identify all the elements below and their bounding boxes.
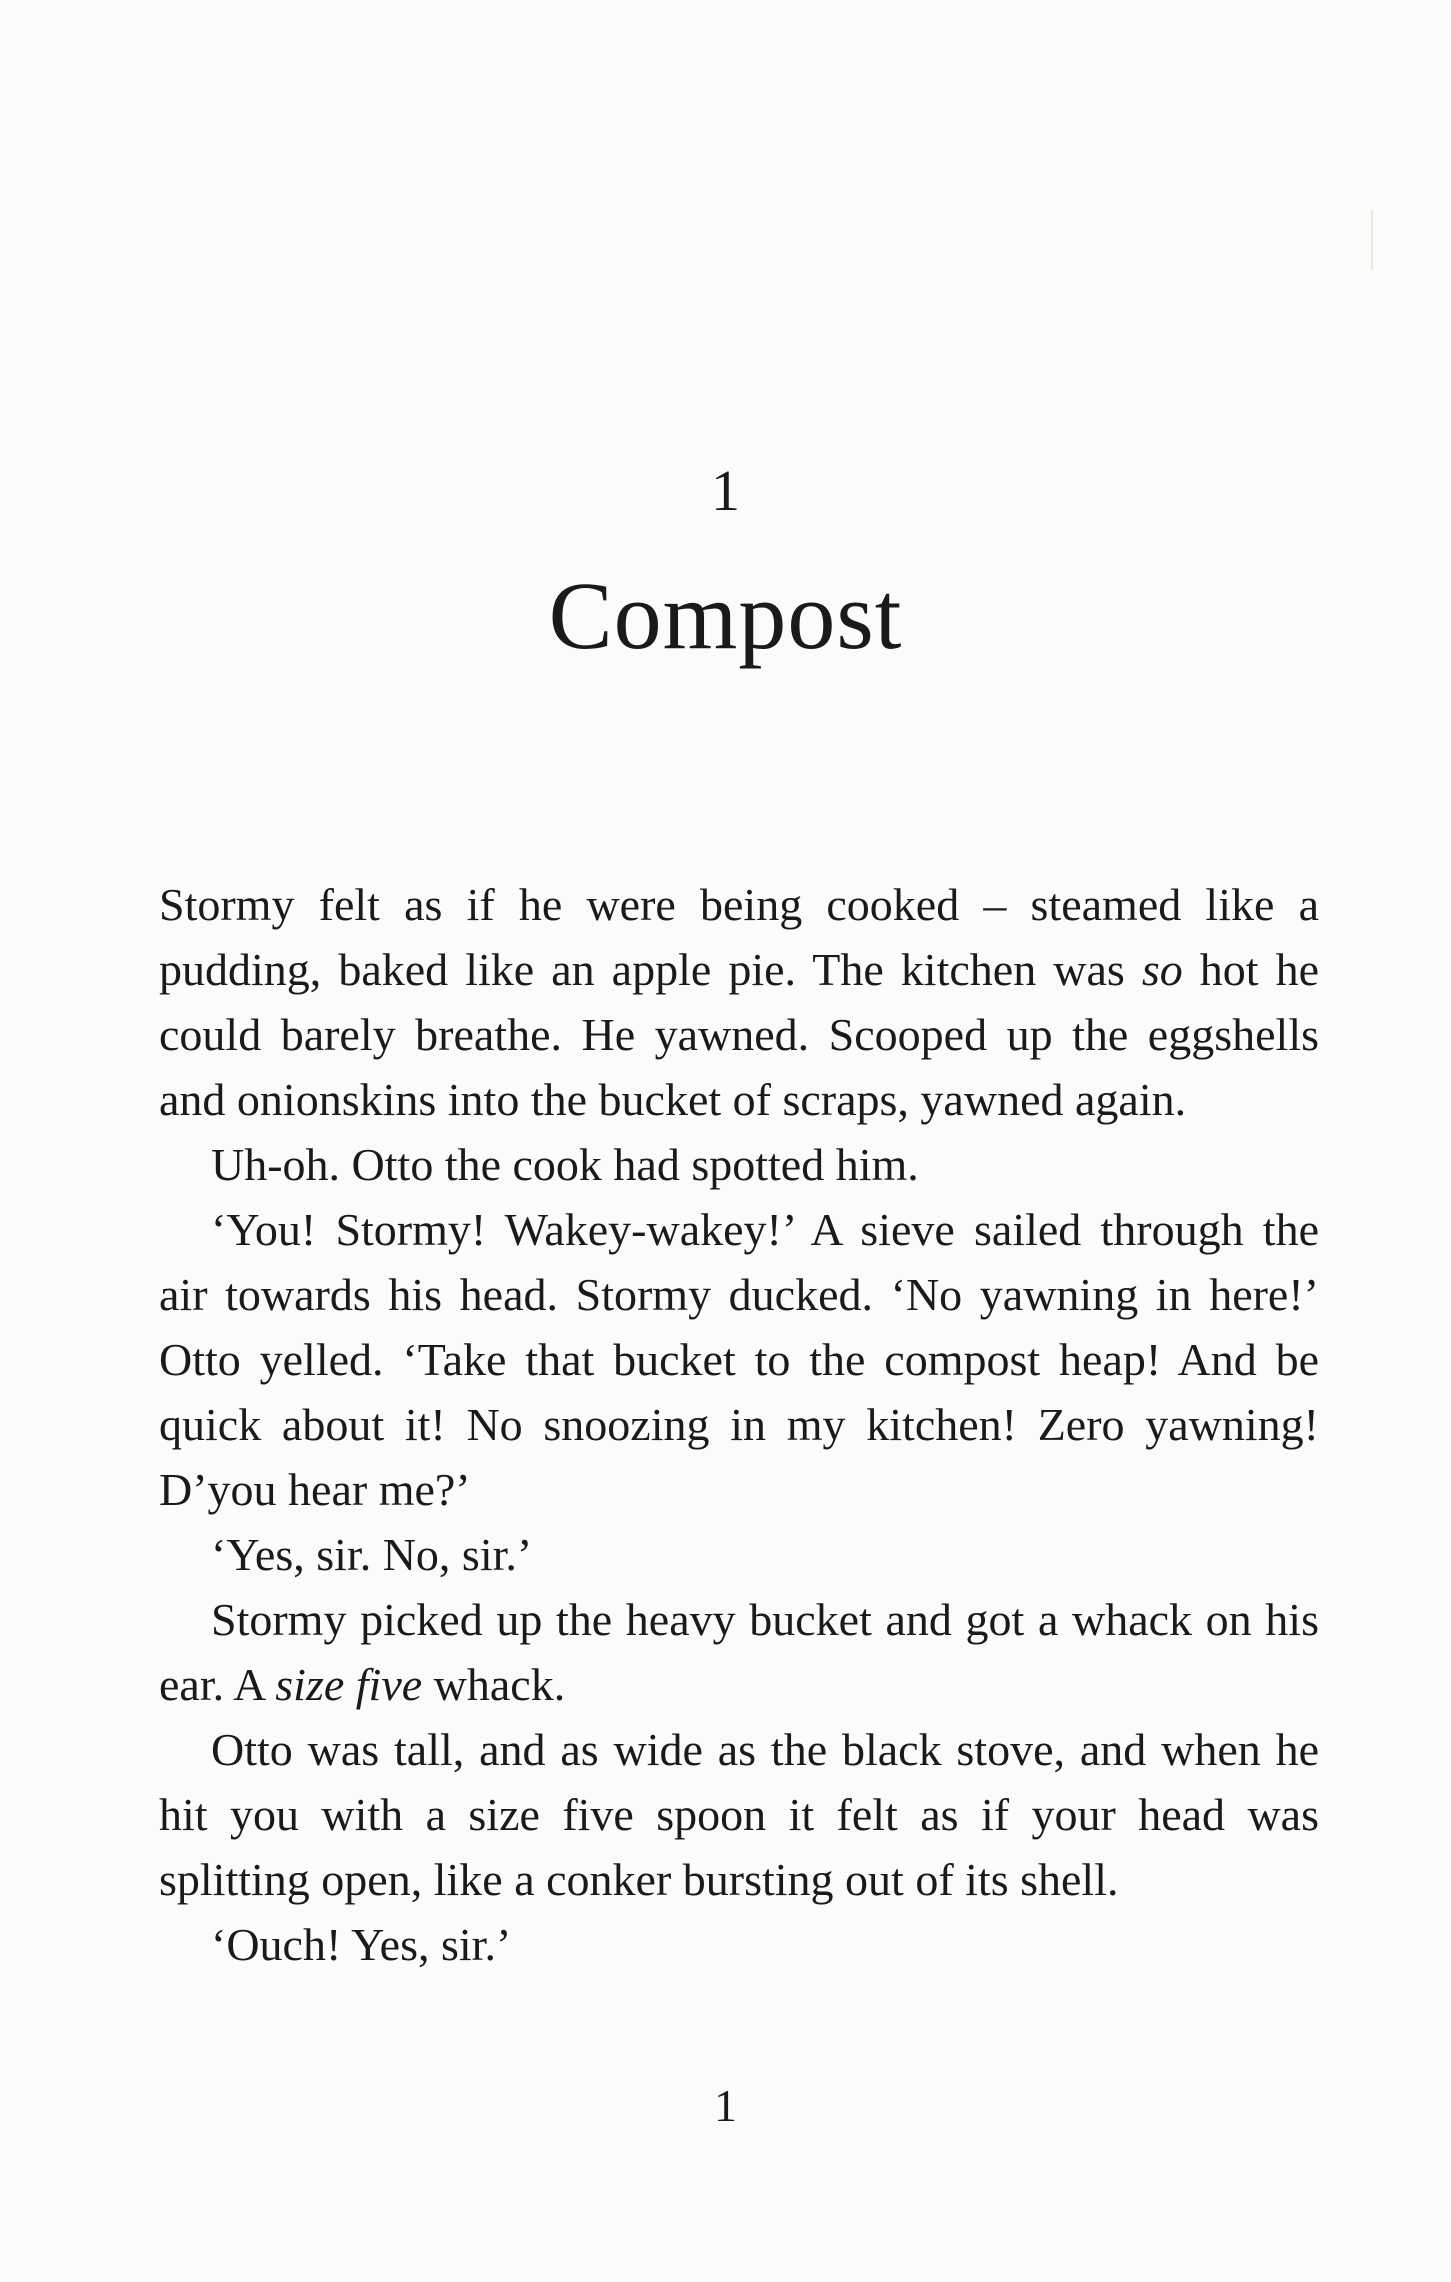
chapter-title: Compost — [548, 562, 903, 669]
chapter-body — [159, 872, 1319, 1977]
text-run: hot he could barely breathe. He yawned. Scooped up the eggshells and onionskins into the bucket of scraps, yawned again. — [159, 944, 1319, 1125]
paragraph — [159, 872, 1319, 1132]
paragraph — [159, 1587, 1319, 1717]
chapter-number: 1 — [711, 458, 740, 523]
text-run: ‘Yes, sir. No, sir.’ — [211, 1529, 533, 1580]
text-run: Uh-oh. Otto the cook had spotted him. — [211, 1139, 919, 1190]
text-run: Stormy felt as if he were being cooked – steamed like a pudding, baked like an apple pie. The kitchen was — [159, 879, 1319, 995]
text-run: Stormy picked up the heavy bucket and got a whack on his ear. A — [159, 1594, 1319, 1710]
italic-text: size five — [275, 1659, 423, 1710]
text-run: ‘Ouch! Yes, sir.’ — [211, 1919, 512, 1970]
scan-artifact — [1371, 210, 1373, 270]
text-run: Otto was tall, and as wide as the black stove, and when he hit you with a size five spoon it felt as if your head was splitting open, like a conker bursting out of its shell. — [159, 1724, 1319, 1905]
italic-text: so — [1141, 944, 1183, 995]
paragraph — [159, 1717, 1319, 1912]
text-run: whack. — [422, 1659, 566, 1710]
paragraph — [159, 1197, 1319, 1522]
paragraph — [159, 1522, 1319, 1587]
text-run: ‘You! Stormy! Wakey-wakey!’ A sieve sailed through the air towards his head. Stormy ducked. ‘No yawning in here!’ Otto yelled. ‘Take that bucket to the compost heap! And be quick about it! No snoozing in my kitchen! Zero yawning! D’you hear me?’ — [159, 1204, 1319, 1515]
paragraph — [159, 1912, 1319, 1977]
page-number: 1 — [714, 2080, 737, 2131]
paragraph — [159, 1132, 1319, 1197]
